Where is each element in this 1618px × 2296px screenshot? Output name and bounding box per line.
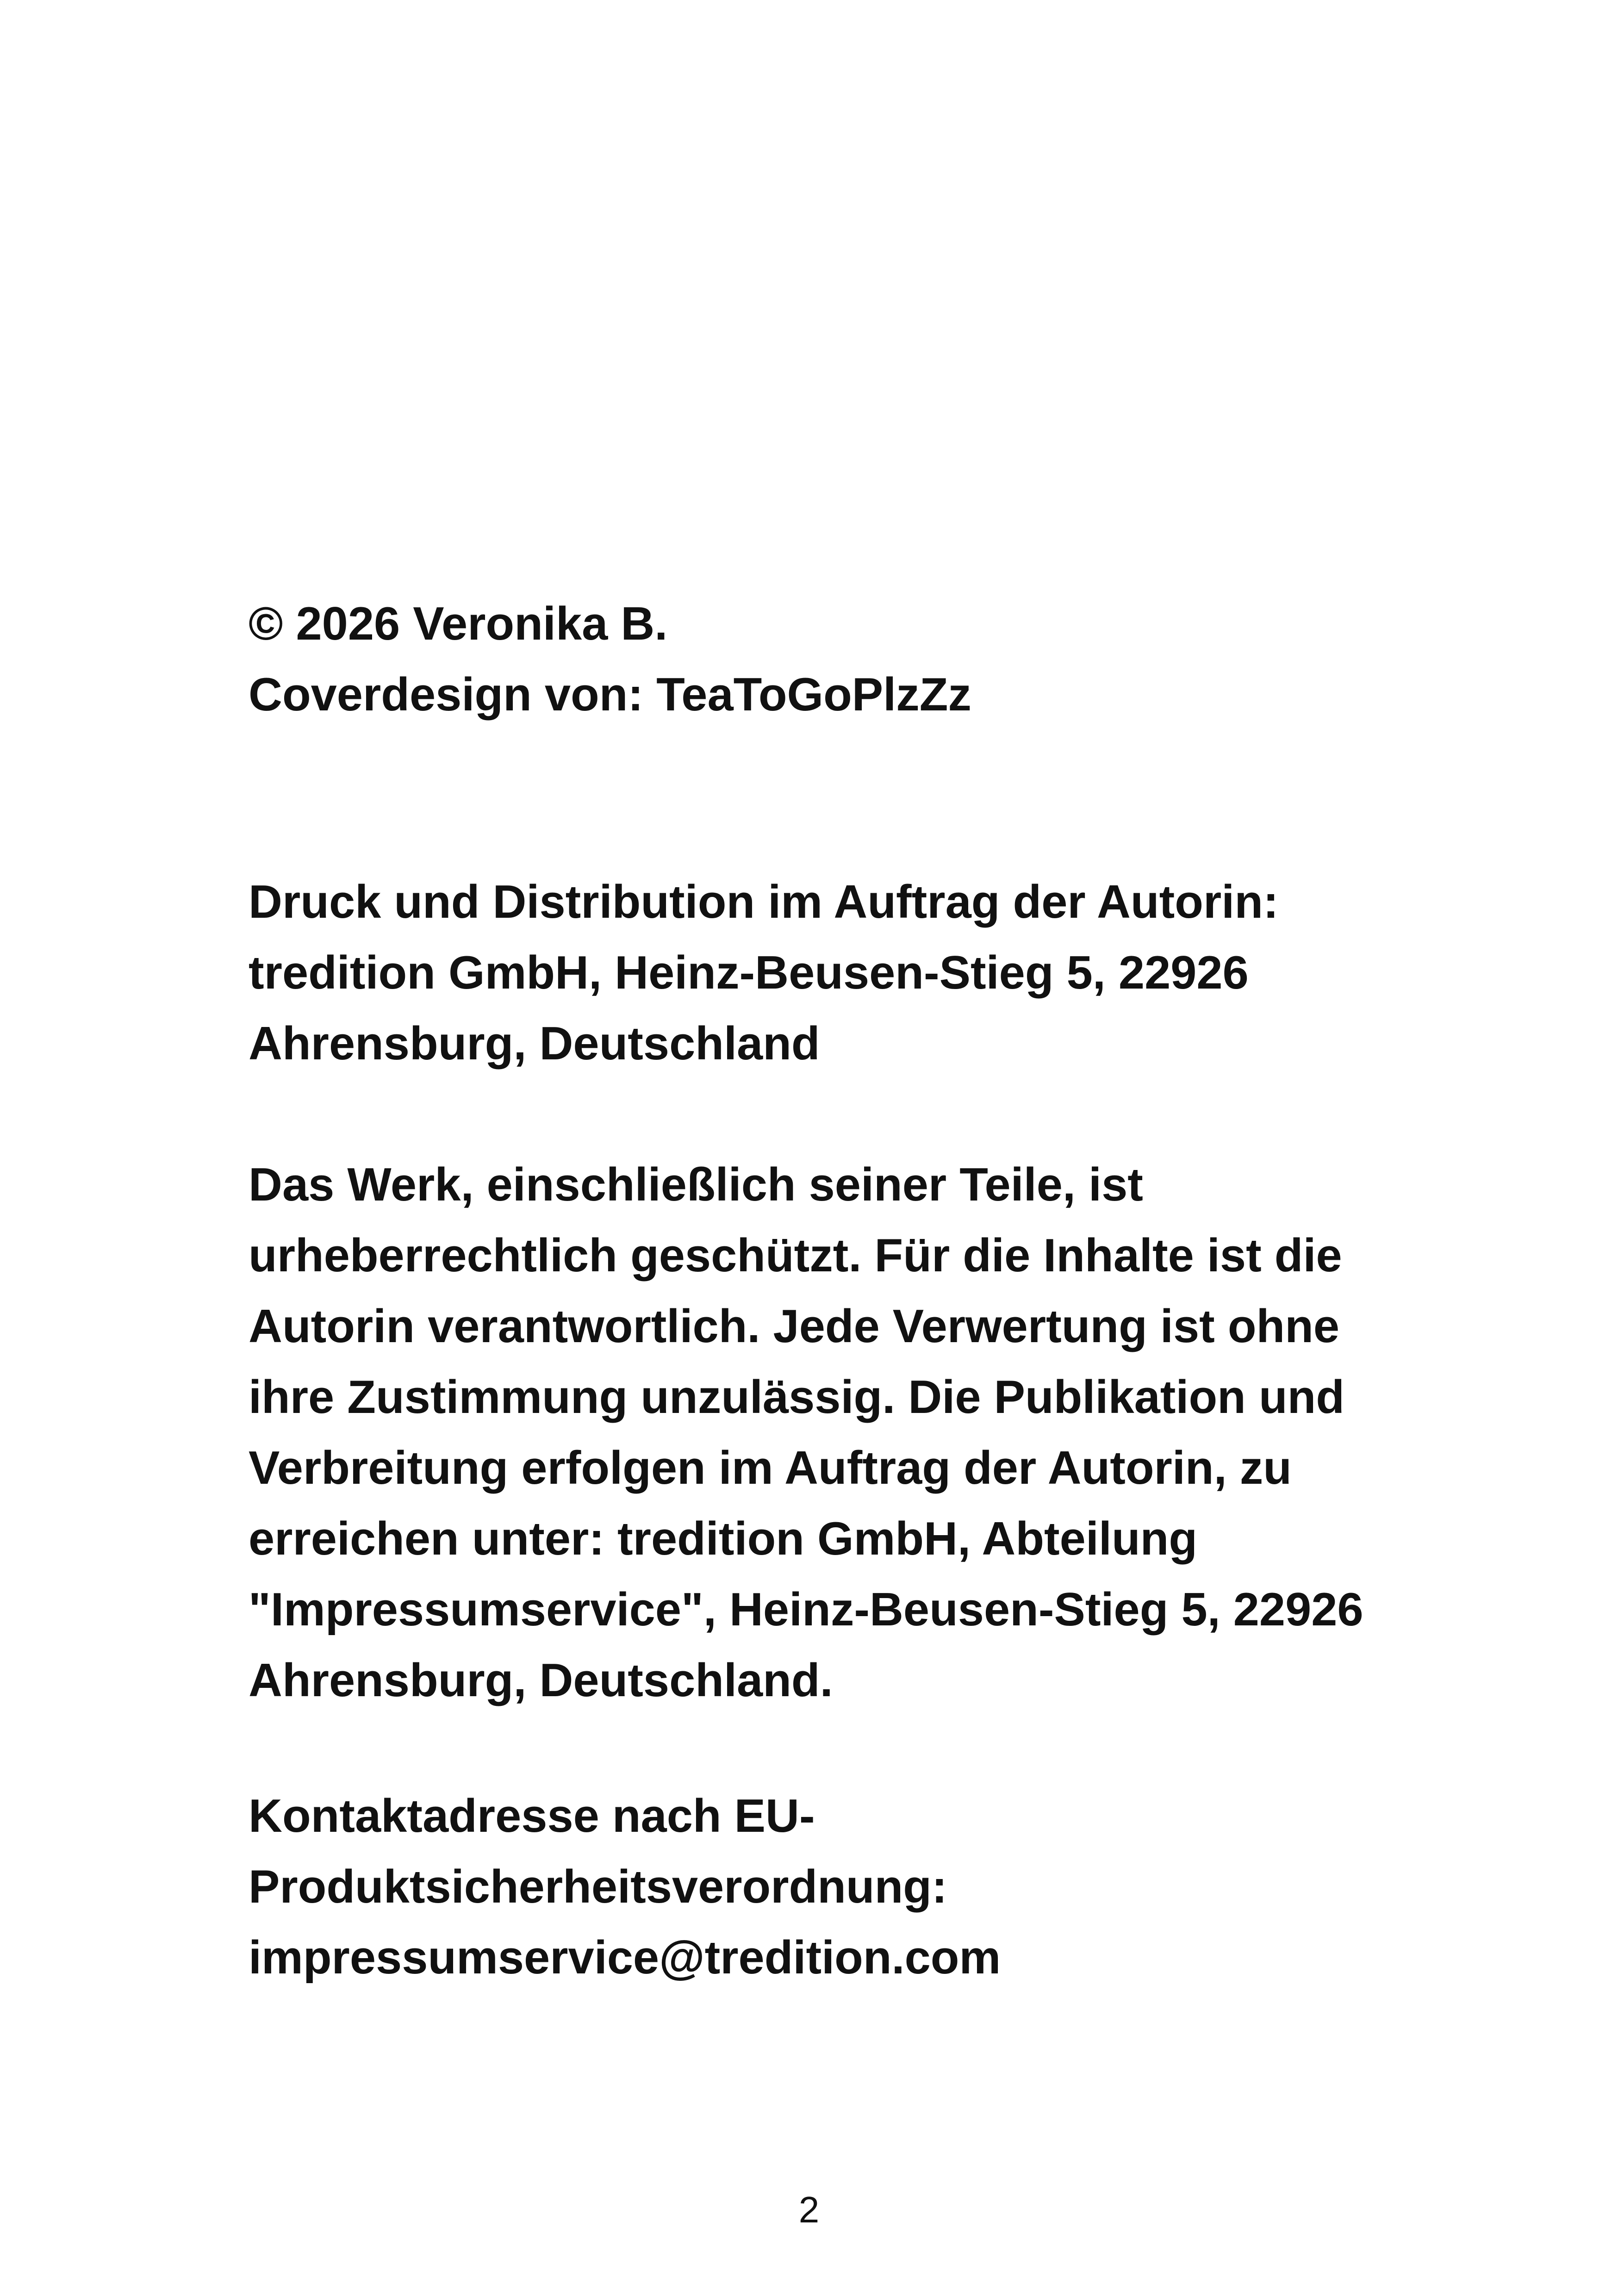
print-distribution-line: Druck und Distribution im Auftrag der Autorin: [249, 876, 1279, 928]
print-distribution-line: tredition GmbH, Heinz-Beusen-Stieg 5, 22926 [249, 947, 1249, 999]
legal-notice-line: Ahrensburg, Deutschland. [249, 1655, 833, 1706]
print-distribution-line: Ahrensburg, Deutschland [249, 1018, 820, 1070]
copyright-block [249, 589, 1544, 730]
legal-notice-line: ihre Zustimmung unzulässig. Die Publikation und [249, 1371, 1345, 1423]
legal-notice-line: urheberrechtlich geschützt. Für die Inhalte ist die [249, 1230, 1342, 1282]
legal-notice-line: Das Werk, einschließlich seiner Teile, ist [249, 1159, 1143, 1211]
page-number: 2 [798, 2189, 820, 2230]
legal-notice-line: Autorin verantwortlich. Jede Verwertung ist ohne [249, 1300, 1340, 1352]
legal-notice-line: "Impressumservice", Heinz-Beusen-Stieg 5, 22926 [249, 1584, 1363, 1636]
cover-design-credit: Coverdesign von: TeaToGoPlzZz [249, 669, 971, 721]
legal-notice-line: Verbreitung erfolgen im Auftrag der Autorin, zu [249, 1442, 1292, 1494]
contact-block [249, 1781, 1544, 1993]
contact-line: Kontaktadresse nach EU- [249, 1790, 815, 1842]
legal-notice-block [249, 1150, 1544, 1716]
copyright-line: © 2026 Veronika B. [249, 598, 668, 650]
contact-line: Produktsicherheitsverordnung: [249, 1861, 947, 1913]
print-distribution-block [249, 867, 1544, 1079]
legal-notice-line: erreichen unter: tredition GmbH, Abteilung [249, 1513, 1198, 1565]
contact-email: impressumservice@tredition.com [249, 1932, 1001, 1984]
